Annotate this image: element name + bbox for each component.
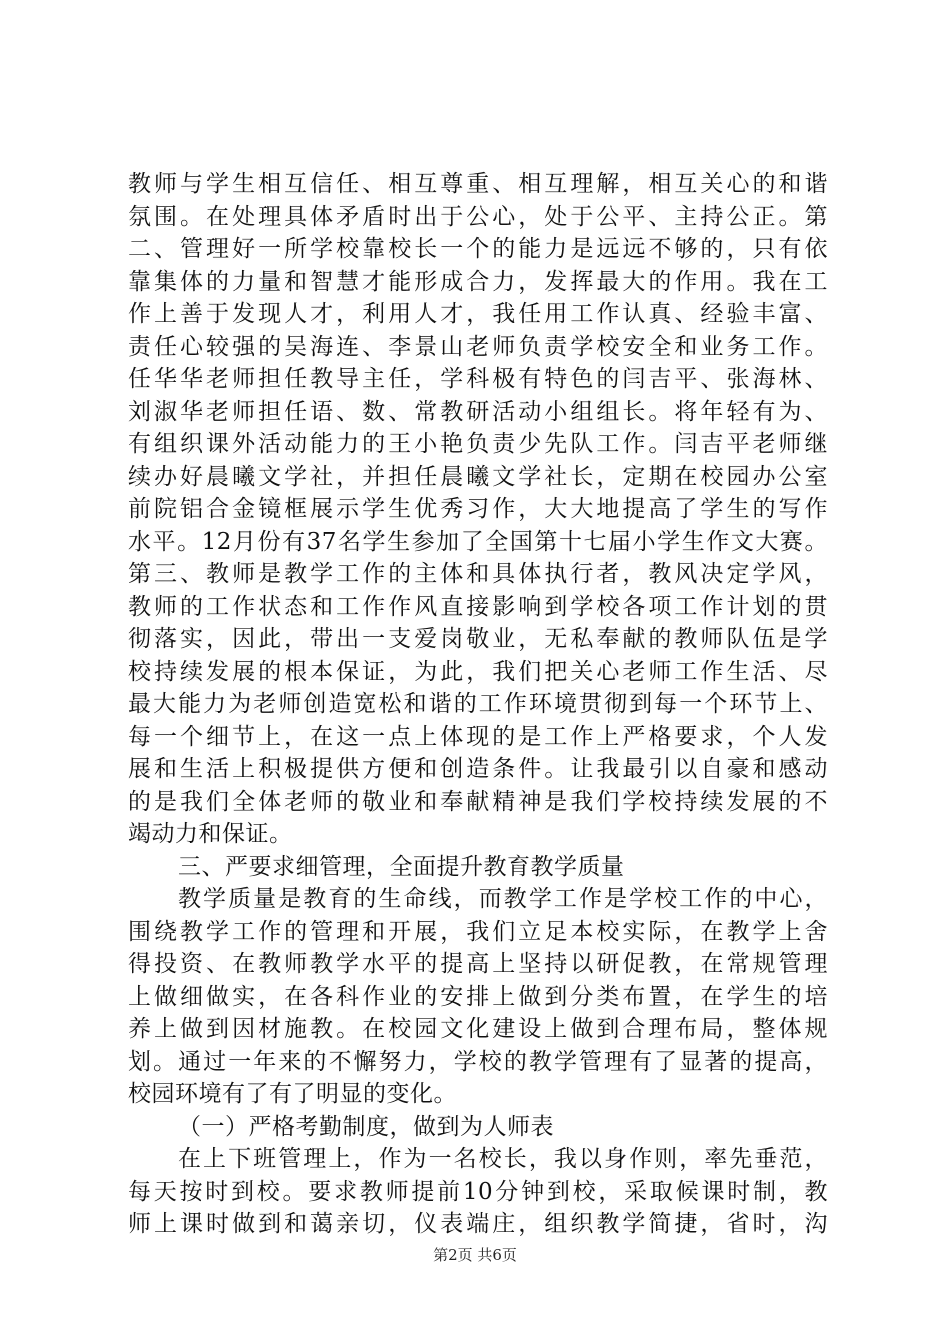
text-line: 前院铝合金镜框展示学生优秀习作，大大地提高了学生的写作 bbox=[128, 496, 828, 522]
text-line: 每一个细节上，在这一点上体现的是工作上严格要求，个人发 bbox=[128, 723, 828, 750]
text-line: 竭动力和保证。 bbox=[128, 821, 293, 847]
text-line: 教师与学生相互信任、相互尊重、相互理解，相互关心的和谐 bbox=[128, 171, 828, 197]
text-line: 氛围。在处理具体矛盾时出于公心，处于公平、主持公正。第 bbox=[128, 203, 828, 230]
text-line: 第三、教师是教学工作的主体和具体执行者，教风决定学风， bbox=[128, 561, 828, 587]
text-line: 上做细做实，在各科作业的安排上做到分类布置，在学生的培 bbox=[128, 983, 828, 1010]
text-line: 刘淑华老师担任语、数、常教研活动小组组长。将年轻有为、 bbox=[128, 398, 828, 425]
text-line: 任华华老师担任教导主任，学科极有特色的闫吉平、张海林、 bbox=[128, 366, 828, 392]
text-line: 续办好晨曦文学社，并担任晨曦文学社长，定期在校园办公室 bbox=[128, 463, 828, 490]
text-line: 作上善于发现人才，利用人才，我任用工作认真、经验丰富、 bbox=[128, 301, 828, 327]
text-line: 师上课时做到和蔼亲切，仪表端庄，组织教学简捷，省时，沟 bbox=[128, 1211, 828, 1237]
text-line: 划。通过一年来的不懈努力，学校的教学管理有了显著的提高， bbox=[128, 1048, 828, 1075]
text-line: 展和生活上积极提供方便和创造条件。让我最引以自豪和感动 bbox=[128, 756, 828, 782]
text-line: 有组织课外活动能力的王小艳负责少先队工作。闫吉平老师继 bbox=[128, 431, 828, 457]
text-line: 的是我们全体老师的敬业和奉献精神是我们学校持续发展的不 bbox=[128, 788, 828, 815]
text-line: 水平。12月份有37名学生参加了全国第十七届小学生作文大赛。 bbox=[128, 528, 828, 555]
text-line: 教师的工作状态和工作作风直接影响到学校各项工作计划的贯 bbox=[128, 593, 828, 620]
text-line: 每天按时到校。要求教师提前10分钟到校，采取候课时制，教 bbox=[128, 1178, 828, 1205]
text-line: 二、管理好一所学校靠校长一个的能力是远远不够的，只有依 bbox=[128, 236, 828, 262]
text-line: 在上下班管理上，作为一名校长，我以身作则，率先垂范， bbox=[178, 1146, 828, 1172]
text-line: 责任心较强的吴海连、李景山老师负责学校安全和业务工作。 bbox=[128, 333, 828, 360]
text-line: 教学质量是教育的生命线，而教学工作是学校工作的中心， bbox=[178, 886, 828, 912]
text-line: 彻落实，因此，带出一支爱岗敬业，无私奉献的教师队伍是学 bbox=[128, 626, 828, 652]
text-line: 养上做到因材施教。在校园文化建设上做到合理布局，整体规 bbox=[128, 1016, 828, 1042]
subsection-heading: （一）严格考勤制度，做到为人师表 bbox=[178, 1113, 554, 1140]
text-line: 得投资、在教师教学水平的提高上坚持以研促教，在常规管理 bbox=[128, 951, 828, 977]
section-heading: 三、严要求细管理，全面提升教育教学质量 bbox=[178, 853, 625, 880]
text-line: 校持续发展的根本保证，为此，我们把关心老师工作生活、尽 bbox=[128, 658, 828, 685]
page-number-footer: 第2页 共6页 bbox=[433, 1246, 517, 1264]
text-line: 最大能力为老师创造宽松和谐的工作环境贯彻到每一个环节上、 bbox=[128, 691, 828, 717]
text-line: 校园环境有了有了明显的变化。 bbox=[128, 1081, 457, 1107]
document-body bbox=[128, 168, 828, 1241]
text-line: 围绕教学工作的管理和开展，我们立足本校实际，在教学上舍 bbox=[128, 918, 828, 945]
text-line: 靠集体的力量和智慧才能形成合力，发挥最大的作用。我在工 bbox=[128, 268, 828, 295]
